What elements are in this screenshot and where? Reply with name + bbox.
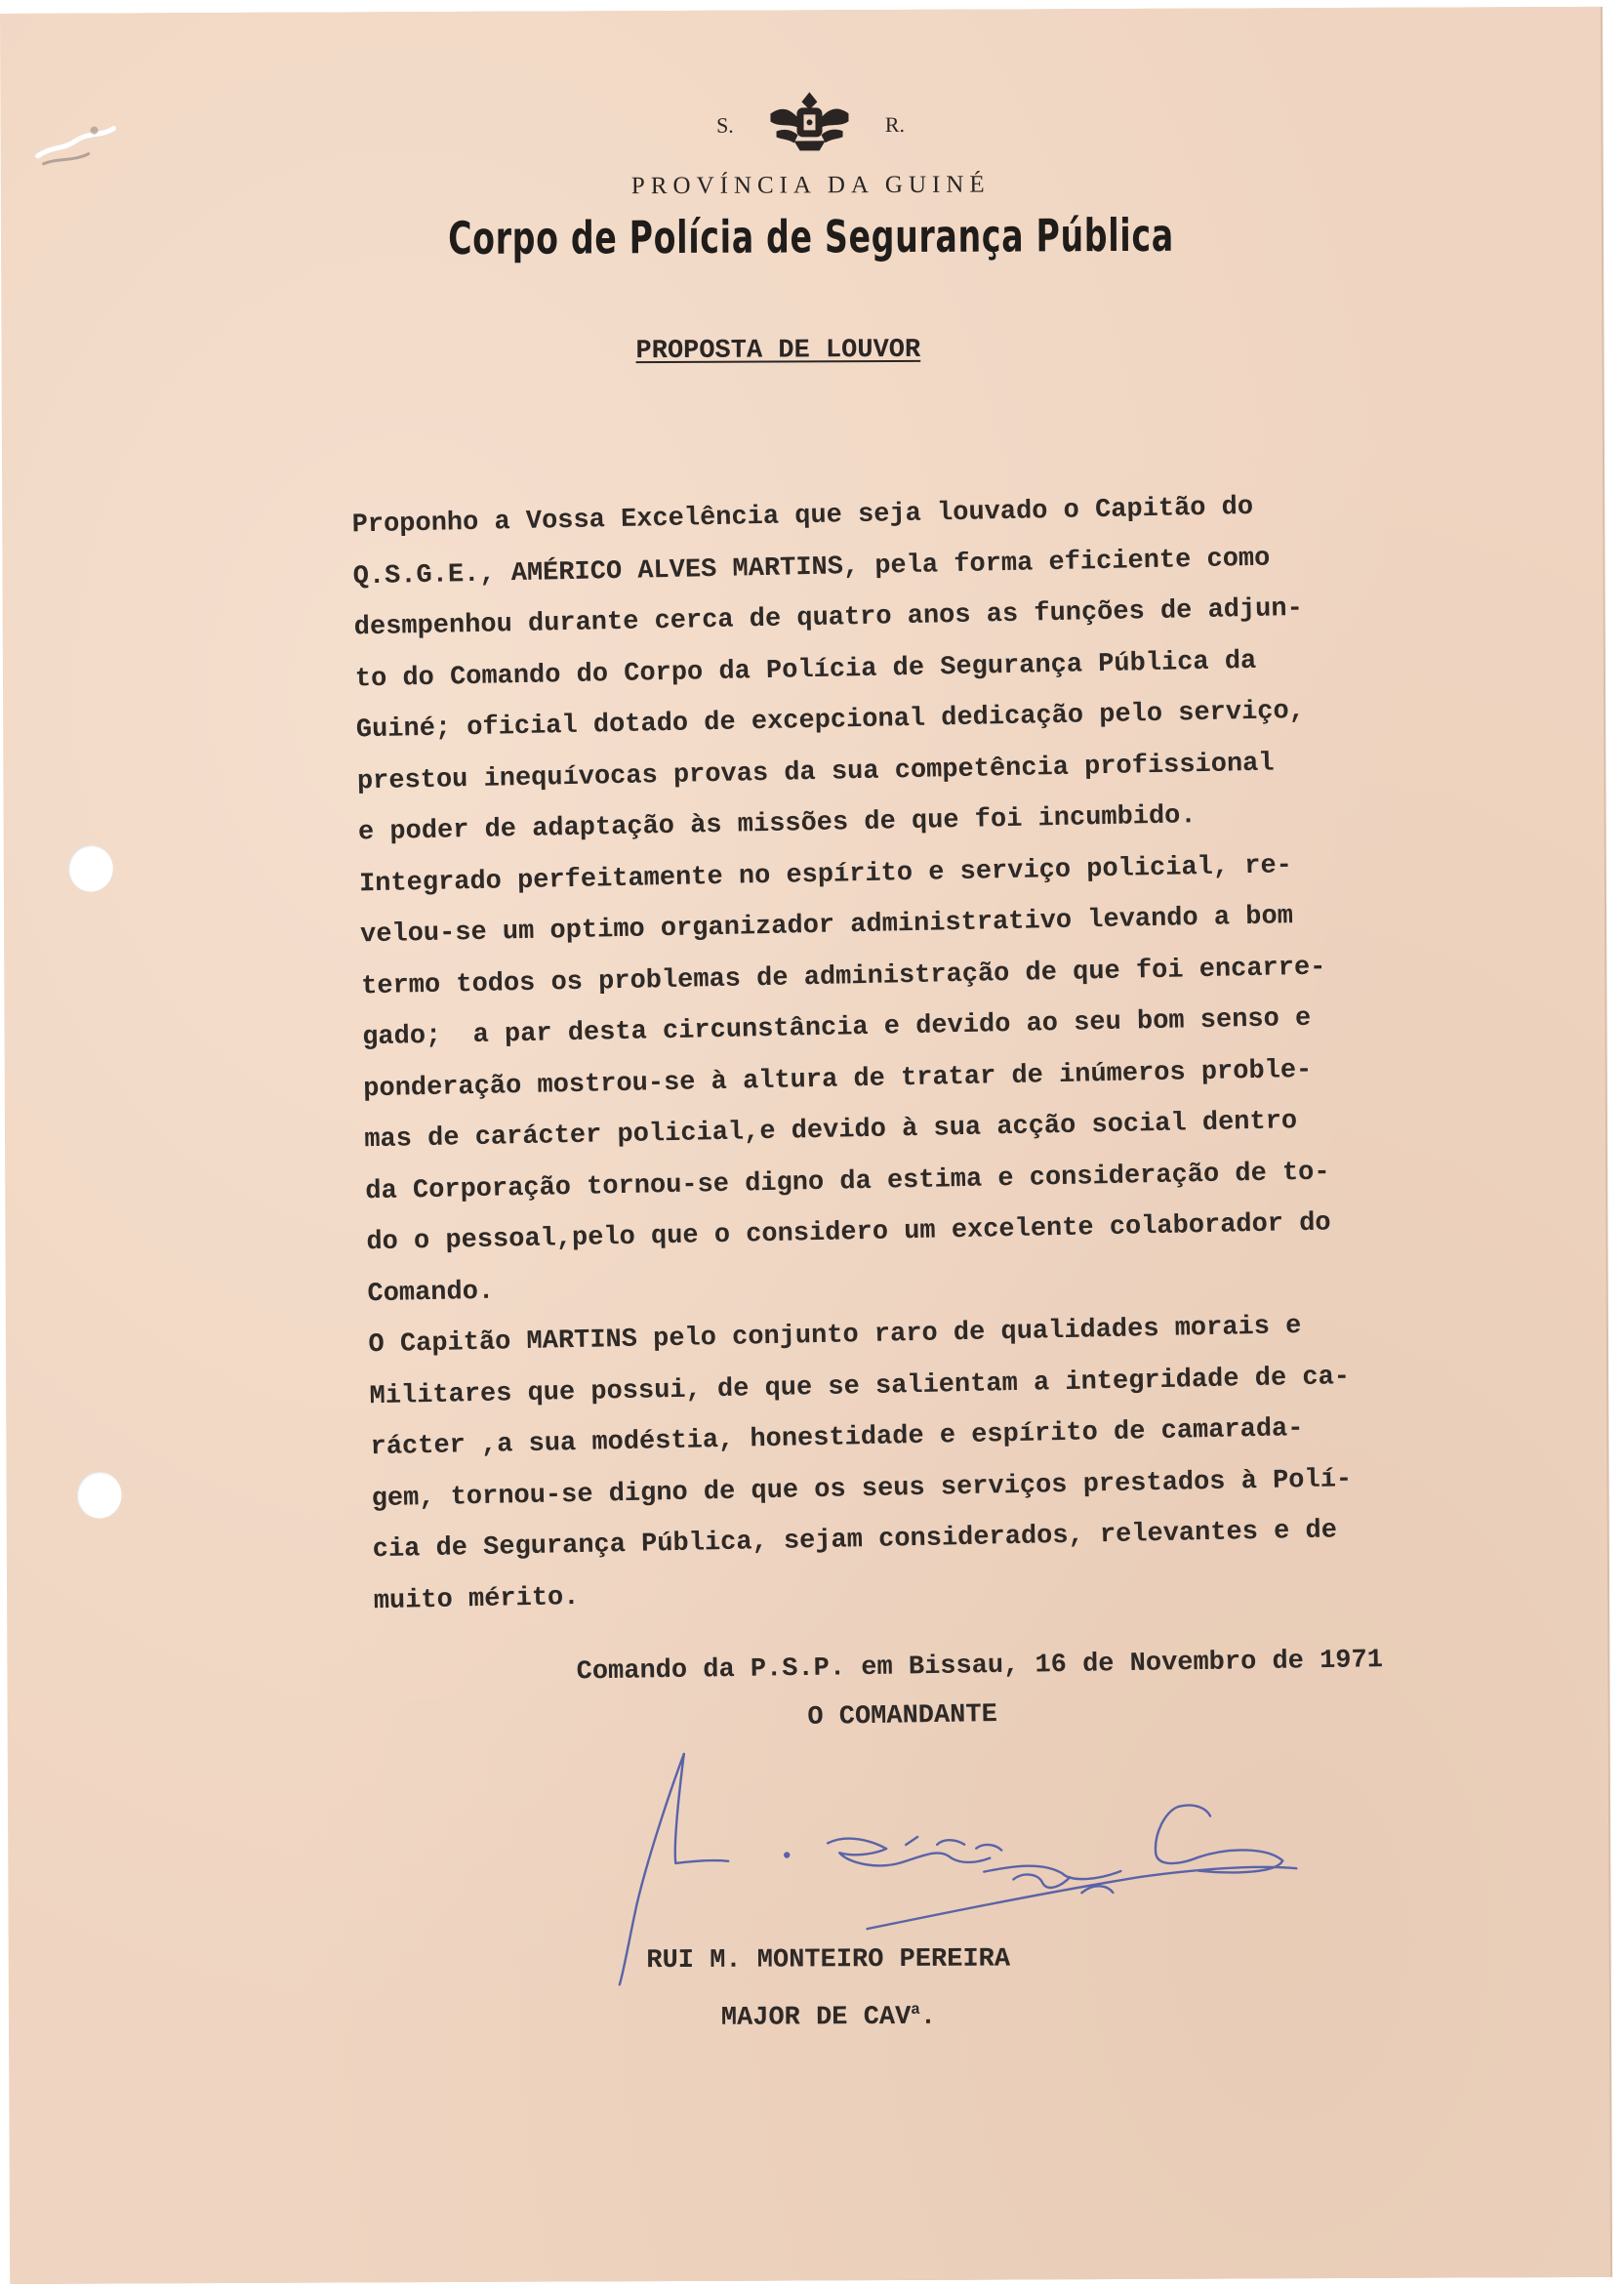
document-body (351, 475, 1604, 1627)
header-marks (0, 85, 1620, 166)
body-line: gado; a par desta circunstância e devido ao seu bom senso e (361, 1003, 1312, 1053)
body-line: da Corporação tornou-se digno da estima e consideração de to- (365, 1157, 1330, 1206)
body-line: Q.S.G.E., AMÉRICO ALVES MARTINS, pela forma eficiente como (352, 544, 1271, 591)
document-title: PROPOSTA DE LOUVOR (635, 335, 921, 367)
body-line: termo todos os problemas de administração de que foi encarre- (360, 952, 1326, 1001)
body-line: do o pessoal,pelo que o considero um excelente colaborador do (366, 1208, 1331, 1258)
signatory-name: RUI M. MONTEIRO PEREIRA (646, 1944, 1011, 1977)
closing-block (576, 1636, 1384, 1745)
rank-end: . (919, 2002, 937, 2032)
body-line: prestou inequívocas provas da sua competência profissional (356, 749, 1275, 796)
coat-of-arms-icon (764, 88, 854, 162)
province-title: PROVÍNCIA DA GUINÉ (630, 171, 991, 200)
body-line: muito mérito. (373, 1582, 580, 1616)
body-line: velou-se um optimo organizador administrativo levando a bom (359, 902, 1294, 951)
body-line: Proponho a Vossa Excelência que seja louvado o Capitão do (351, 492, 1254, 541)
punch-hole-bottom (77, 1471, 122, 1518)
body-line: cia de Segurança Pública, sejam considerados, relevantes e de (372, 1516, 1338, 1566)
body-line: Comando. (367, 1277, 495, 1309)
signatory-role: O COMANDANTE (807, 1700, 998, 1733)
body-line: e poder de adaptação às missões de que foi incumbido. (357, 801, 1197, 848)
body-line: Guiné; oficial dotado de excepcional dedicação pelo serviço, (355, 696, 1306, 746)
rank-superscript: a (911, 2000, 920, 2019)
body-line: gem, tornou-se digno de que os seus serviços prestados à Polí- (371, 1464, 1353, 1514)
body-line: rácter ,a sua modéstia, honestidade e espírito de camarada- (370, 1414, 1304, 1463)
signatory-rank (9, 1998, 1624, 2036)
institution-title: Corpo de Polícia de Segurança Pública (448, 208, 1174, 265)
body-line: Militares que possui, de que se salientam a integridade de ca- (369, 1362, 1351, 1411)
document-page (0, 7, 1610, 2284)
rank-text: MAJOR DE CAV (720, 2002, 912, 2033)
place-date: Comando da P.S.P. em Bissau, 16 de Novembro de 1971 (576, 1646, 1384, 1688)
right-mark: R. (884, 111, 906, 138)
body-line: O Capitão MARTINS pelo conjunto raro de qualidades morais e (368, 1312, 1302, 1361)
left-mark: S. (715, 112, 734, 138)
body-line: mas de carácter policial,e devido à sua acção social dentro (364, 1107, 1298, 1156)
punch-hole-top (68, 845, 113, 892)
body-line: desmpenhou durante cerca de quatro anos as funções de adjun- (353, 593, 1304, 643)
body-line: to do Comando do Corpo da Polícia de Segurança Pública da (354, 646, 1257, 694)
body-line: Integrado perfeitamente no espírito e serviço policial, re- (358, 850, 1293, 899)
body-line: ponderação mostrou-se à altura de tratar de inúmeros proble- (362, 1055, 1313, 1104)
